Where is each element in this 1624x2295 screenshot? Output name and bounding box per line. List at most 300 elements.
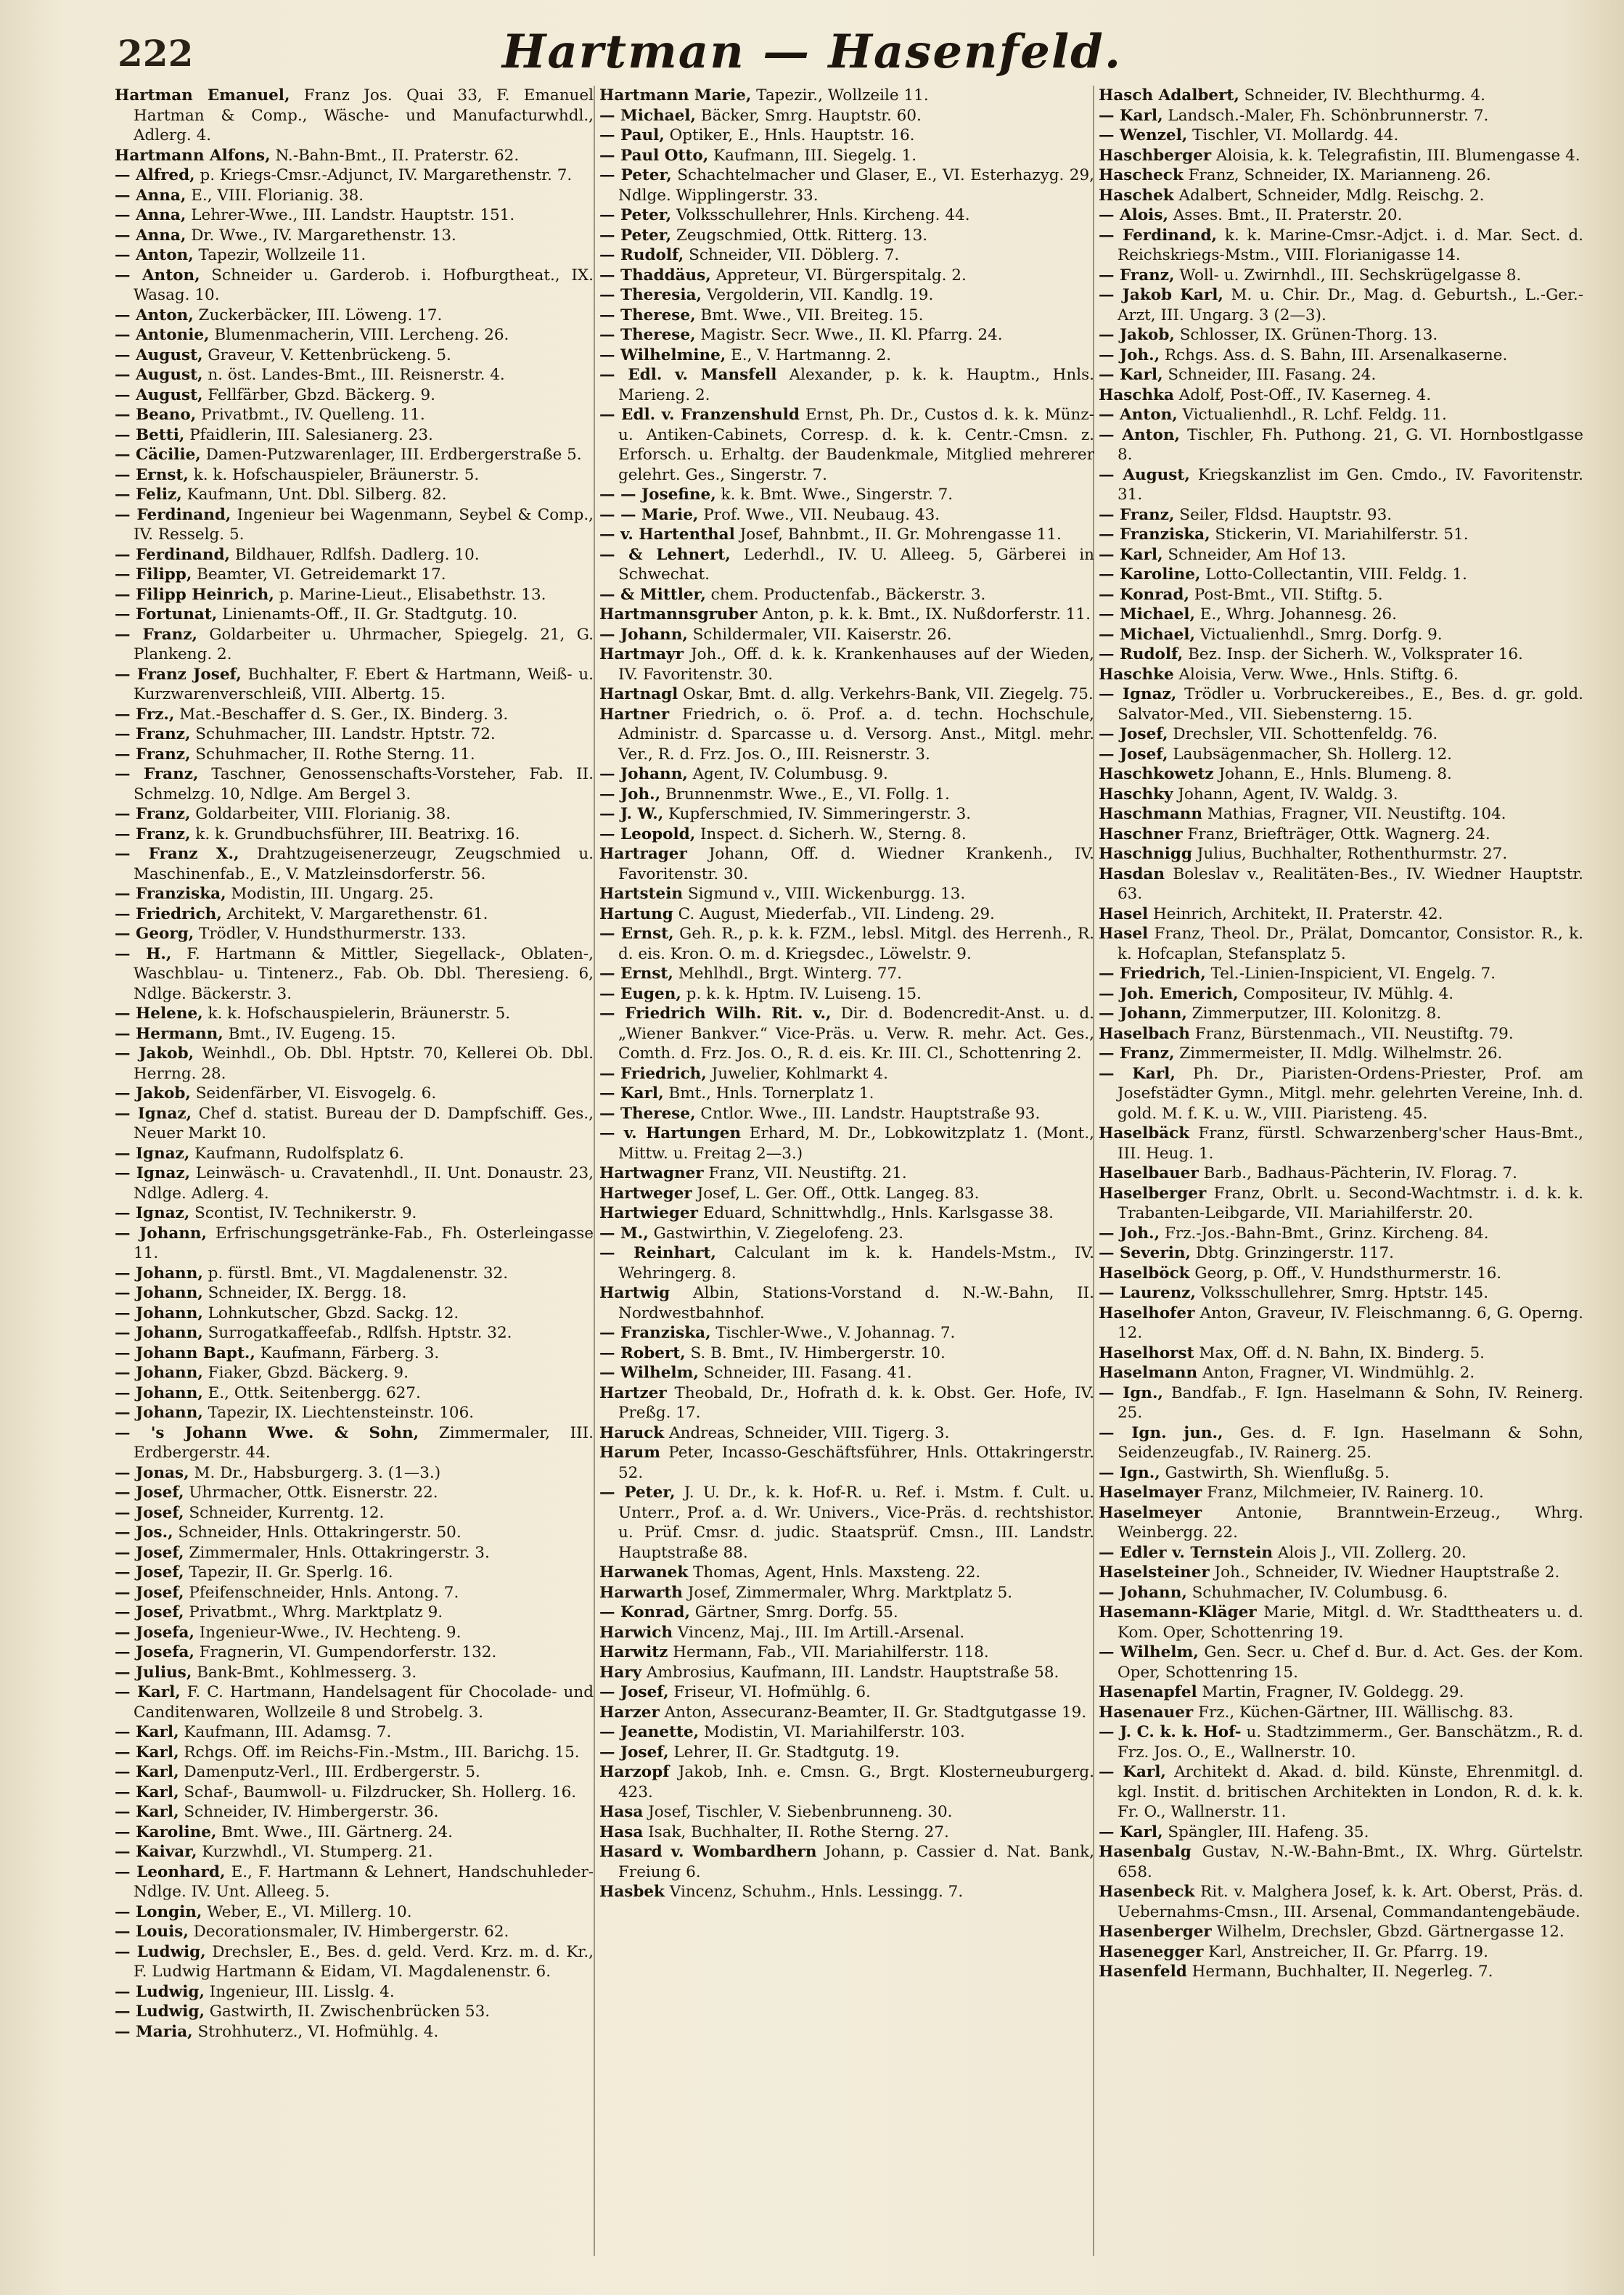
directory-entry bbox=[599, 106, 1094, 126]
entry-details: Tapezir., Wollzeile 11. bbox=[751, 86, 929, 105]
entry-name: — Maria, bbox=[115, 2022, 193, 2041]
directory-entry bbox=[115, 1802, 594, 1822]
entry-name: — Louis, bbox=[115, 1923, 189, 1941]
entry-name: — Ernst, bbox=[599, 965, 673, 983]
entry-details: Calculant im k. k. Handels-Mstm., IV. Wehringerg. 8. bbox=[618, 1244, 1094, 1282]
entry-details: Johann, p. Cassier d. Nat. Bank, Freiung 6. bbox=[618, 1843, 1094, 1881]
directory-entry bbox=[1099, 684, 1583, 724]
directory-entry bbox=[1099, 1463, 1583, 1484]
entry-name: Hasa bbox=[599, 1822, 644, 1841]
entry-name: — Ignaz, bbox=[1099, 685, 1177, 703]
directory-entry bbox=[599, 964, 1094, 984]
entry-name: — Ign. jun., bbox=[1099, 1423, 1223, 1442]
entry-details: Franz, Bürstenmach., VII. Neustiftg. 79. bbox=[1189, 1024, 1514, 1043]
entry-name: — Karl, bbox=[1099, 1763, 1166, 1781]
entry-name: — H., bbox=[115, 944, 172, 963]
entry-name: Haselbauer bbox=[1099, 1164, 1199, 1182]
entry-name: — Paul, bbox=[599, 126, 665, 144]
entry-name: — Ernst, bbox=[115, 465, 189, 484]
directory-entry bbox=[1099, 1243, 1583, 1264]
entry-details: Post-Bmt., VII. Stiftg. 5. bbox=[1189, 585, 1383, 604]
entry-name: — Therese, bbox=[599, 1104, 696, 1123]
entry-details: Joh., Schneider, IV. Wiedner Hauptstraße 2. bbox=[1209, 1563, 1560, 1582]
directory-entry bbox=[599, 924, 1094, 964]
entry-details: Drahtzugeisenerzeugr, Zeugschmied u. Maschinenfab., E., V. Matzleinsdorferstr. 56. bbox=[134, 845, 594, 883]
entry-details: Scontist, IV. Technikerstr. 9. bbox=[189, 1204, 417, 1222]
entry-name: — Johann, bbox=[1099, 1005, 1187, 1023]
entry-details: Buchhalter, F. Ebert & Hartmann, Weiß- u. Kurzwarenverschleiß, VIII. Albertg. 15. bbox=[134, 665, 594, 703]
entry-details: Brunnenmstr. Wwe., E., VI. Follg. 1. bbox=[660, 785, 950, 803]
entry-details: Privatbmt., Whrg. Marktplatz 9. bbox=[184, 1603, 443, 1621]
entry-details: Kaufmann, III. Adamsg. 7. bbox=[179, 1723, 392, 1741]
entry-details: Juwelier, Kohlmarkt 4. bbox=[706, 1064, 888, 1083]
entry-name: — Franz, bbox=[115, 745, 191, 764]
entry-details: Franz Jos. Quai 33, F. Emanuel Hartman & Comp., Wäsche- und Manufacturwhdl., Adlerg. 4. bbox=[134, 86, 594, 144]
directory-entry bbox=[115, 1323, 594, 1343]
directory-entry bbox=[599, 1383, 1094, 1423]
entry-details: Volksschullehrer, Smrg. Hptstr. 145. bbox=[1196, 1284, 1489, 1302]
directory-entry bbox=[599, 86, 1094, 106]
directory-entry bbox=[599, 485, 1094, 505]
entry-details: Friedrich, o. ö. Prof. a. d. techn. Hochschule, Administr. d. Sparcasse u. d. Versorg. Anst., Mitgl. mehr. Ver., R. d. Frz. Jos. O., III. Reisnerstr. 3. bbox=[618, 705, 1094, 764]
entry-name: — Franz, bbox=[115, 765, 199, 783]
entry-name: — Ignaz, bbox=[115, 1104, 192, 1123]
entry-name: — — Josefine, bbox=[599, 486, 716, 504]
directory-entry bbox=[1099, 1184, 1583, 1224]
entry-name: — Ferdinand, bbox=[115, 545, 230, 564]
directory-entry bbox=[1099, 625, 1583, 645]
entry-details: Modistin, VI. Mariahilferstr. 103. bbox=[699, 1723, 965, 1741]
entry-details: E., Whrg. Johannesg. 26. bbox=[1194, 605, 1397, 623]
entry-name: — Josef, bbox=[115, 1484, 184, 1502]
entry-name: — Wilhelmine, bbox=[599, 345, 726, 364]
directory-entry bbox=[115, 804, 594, 825]
entry-name: — Filipp Heinrich, bbox=[115, 585, 274, 604]
entry-name: — Ign., bbox=[1099, 1383, 1163, 1402]
entry-details: Franz, Briefträger, Ottk. Wagnerg. 24. bbox=[1182, 825, 1490, 843]
entry-details: Drechsler, VII. Schottenfeldg. 76. bbox=[1168, 725, 1438, 743]
entry-details: Lohnkutscher, Gbzd. Sackg. 12. bbox=[202, 1304, 459, 1322]
entry-name: — Ign., bbox=[1099, 1463, 1160, 1482]
directory-entry bbox=[599, 825, 1094, 845]
directory-entry bbox=[115, 1743, 594, 1763]
entry-details: E., Ottk. Seitenbergg. 627. bbox=[202, 1383, 421, 1402]
directory-entry bbox=[1099, 425, 1583, 465]
entry-details: E., VIII. Florianig. 38. bbox=[186, 186, 364, 205]
directory-entry bbox=[1099, 345, 1583, 366]
entry-details: Anton, Graveur, IV. Fleischmanng. 6, G. Operng. 12. bbox=[1117, 1304, 1583, 1342]
directory-entry bbox=[1099, 1922, 1583, 1942]
directory-entry bbox=[599, 1623, 1094, 1643]
directory-entry bbox=[115, 1583, 594, 1603]
directory-entry bbox=[1099, 1343, 1583, 1364]
entry-details: Bäcker, Smrg. Hauptstr. 60. bbox=[695, 106, 922, 125]
directory-entry bbox=[1099, 325, 1583, 345]
entry-name: — Eugen, bbox=[599, 984, 681, 1003]
entry-name: — Edler v. Ternstein bbox=[1099, 1543, 1274, 1562]
directory-entry bbox=[1099, 1503, 1583, 1543]
directory-entry bbox=[599, 405, 1094, 485]
entry-name: — Franz, bbox=[1099, 505, 1175, 524]
directory-entry bbox=[115, 1722, 594, 1743]
directory-entry bbox=[1099, 924, 1583, 964]
directory-entry bbox=[115, 1902, 594, 1923]
entry-details: Bez. Insp. der Sicherh. W., Volksprater 16. bbox=[1183, 645, 1523, 663]
entry-details: Peter, Incasso-Geschäftsführer, Hnls. Ottakringerstr. 52. bbox=[618, 1444, 1094, 1482]
entry-details: Alexander, p. k. k. Hauptm., Hnls. Marieng. 2. bbox=[618, 366, 1094, 404]
directory-entry bbox=[115, 1682, 594, 1722]
entry-details: Schneider, Am Hof 13. bbox=[1162, 545, 1346, 564]
directory-entry bbox=[1099, 186, 1583, 206]
entry-details: Isak, Buchhalter, II. Rothe Sterng. 27. bbox=[643, 1822, 949, 1841]
entry-details: Dr. Wwe., IV. Margarethenstr. 13. bbox=[186, 226, 456, 245]
entry-details: Adolf, Post-Off., IV. Kaserneg. 4. bbox=[1173, 385, 1432, 404]
entry-details: Schneider, IV. Himbergerstr. 36. bbox=[179, 1803, 439, 1821]
directory-entry bbox=[115, 1264, 594, 1284]
entry-name: — Betti, bbox=[115, 425, 185, 444]
directory-entry bbox=[115, 1523, 594, 1543]
entry-name: — Jos., bbox=[115, 1523, 173, 1542]
entry-name: Haschky bbox=[1099, 785, 1173, 803]
entry-details: Marie, Mitgl. d. Wr. Stadttheaters u. d. Kom. Oper, Schottenring 19. bbox=[1117, 1603, 1583, 1642]
directory-entry bbox=[1099, 585, 1583, 605]
directory-entry bbox=[115, 385, 594, 406]
entry-details: Vincenz, Maj., III. Im Artill.-Arsenal. bbox=[672, 1623, 965, 1642]
entry-name: Haschmann bbox=[1099, 805, 1203, 823]
directory-entry bbox=[1099, 266, 1583, 286]
entry-details: Martin, Fragner, IV. Goldegg. 29. bbox=[1197, 1683, 1464, 1701]
directory-entry bbox=[1099, 844, 1583, 864]
entry-name: — Josef, bbox=[115, 1543, 184, 1562]
entry-details: Albin, Stations-Vorstand d. N.-W.-Bahn, II. Nordwestbahnhof. bbox=[618, 1284, 1094, 1322]
entry-name: — Karl, bbox=[115, 1723, 179, 1741]
entry-details: Tel.-Linien-Inspicient, VI. Engelg. 7. bbox=[1205, 965, 1496, 983]
entry-details: Decorationsmaler, IV. Himbergerstr. 62. bbox=[188, 1923, 509, 1941]
entry-name: — Karl, bbox=[1099, 1822, 1163, 1841]
directory-entry bbox=[115, 884, 594, 904]
entry-name: Hasenbalg bbox=[1099, 1843, 1192, 1861]
entry-details: Schneider, Hnls. Ottakringerstr. 50. bbox=[173, 1523, 462, 1542]
entry-name: Harwitz bbox=[599, 1643, 668, 1661]
entry-name: Hasch Adalbert, bbox=[1099, 86, 1239, 105]
directory-entry bbox=[599, 245, 1094, 266]
page-number: 222 bbox=[118, 32, 194, 75]
entry-details: Schildermaler, VII. Kaiserstr. 26. bbox=[687, 625, 952, 644]
entry-details: Stickerin, VI. Mariahilferstr. 51. bbox=[1210, 525, 1469, 544]
directory-entry bbox=[599, 605, 1094, 625]
entry-name: — Josef, bbox=[1099, 725, 1168, 743]
directory-entry bbox=[115, 1104, 594, 1144]
directory-entry bbox=[599, 1203, 1094, 1224]
directory-entry bbox=[115, 825, 594, 845]
entry-details: Adalbert, Schneider, Mdlg. Reischg. 2. bbox=[1173, 186, 1485, 205]
directory-entry bbox=[599, 1642, 1094, 1663]
entry-name: — Julius, bbox=[115, 1663, 192, 1682]
directory-entry bbox=[115, 146, 594, 166]
entry-name: Harwarth bbox=[599, 1583, 683, 1602]
entry-details: Weinhdl., Ob. Dbl. Hptstr. 70, Kellerei Ob. Dbl. Herrng. 28. bbox=[134, 1044, 594, 1083]
entry-details: E., F. Hartmann & Lehnert, Handschuhleder-Ndlge. IV. Unt. Alleeg. 5. bbox=[134, 1862, 594, 1901]
entry-name: — Hermann, bbox=[115, 1024, 223, 1043]
entry-details: Gustav, N.-W.-Bahn-Bmt., IX. Whrg. Gürtelstr. 658. bbox=[1117, 1843, 1583, 1881]
entry-name: — Jakob, bbox=[115, 1084, 191, 1102]
entry-name: — & Lehnert, bbox=[599, 545, 731, 564]
entry-name: — Johann Bapt., bbox=[115, 1343, 255, 1362]
entry-name: — Feliz, bbox=[115, 486, 182, 504]
entry-details: Gastwirth, II. Zwischenbrücken 53. bbox=[204, 2002, 491, 2021]
entry-name: — Friedrich, bbox=[1099, 965, 1206, 983]
entry-name: Hasenbeck bbox=[1099, 1883, 1195, 1901]
directory-entry bbox=[115, 306, 594, 326]
entry-details: Franz, Schneider, IX. Marianneng. 26. bbox=[1183, 166, 1491, 184]
entry-name: — Karl, bbox=[115, 1743, 179, 1762]
entry-name: — Friedrich, bbox=[599, 1064, 707, 1083]
page-header bbox=[0, 15, 1624, 84]
directory-entry bbox=[1099, 146, 1583, 166]
entry-details: Schneider, III. Fasang. 24. bbox=[1162, 366, 1377, 384]
column-rule bbox=[594, 86, 595, 2256]
directory-entry bbox=[115, 1343, 594, 1364]
directory-entry bbox=[1099, 106, 1583, 126]
entry-details: Frz., Küchen-Gärtner, III. Wällischg. 83. bbox=[1193, 1703, 1514, 1722]
entry-details: S. B. Bmt., IV. Himbergerstr. 10. bbox=[685, 1343, 946, 1362]
directory-entry bbox=[115, 1862, 594, 1902]
entry-name: Harwanek bbox=[599, 1563, 689, 1582]
entry-details: Pfaidlerin, III. Salesianerg. 23. bbox=[184, 425, 433, 444]
entry-details: M. u. Chir. Dr., Mag. d. Geburtsh., L.-Ger.-Arzt, III. Ungarg. 3 (2—3). bbox=[1117, 286, 1583, 324]
entry-details: Ingenieur bei Wagenmann, Seybel & Comp., IV. Resselg. 5. bbox=[134, 505, 594, 544]
directory-entry bbox=[599, 804, 1094, 825]
entry-name: Hartmann Alfons, bbox=[115, 146, 271, 165]
entry-name: Haruck bbox=[599, 1423, 665, 1442]
entry-details: Victualienhdl., Smrg. Dorfg. 9. bbox=[1194, 625, 1443, 644]
directory-entry bbox=[599, 904, 1094, 925]
entry-name: Haschnigg bbox=[1099, 845, 1192, 863]
entry-name: Hartzer bbox=[599, 1383, 667, 1402]
entry-details: u. Stadtzimmerm., Ger. Banschätzm., R. d. Frz. Jos. O., E., Wallnerstr. 10. bbox=[1117, 1723, 1583, 1762]
directory-entry bbox=[1099, 505, 1583, 525]
entry-details: Karl, Anstreicher, II. Gr. Pfarrg. 19. bbox=[1203, 1942, 1488, 1961]
directory-entry bbox=[1099, 605, 1583, 625]
directory-entry bbox=[115, 665, 594, 705]
entry-details: Johann, Off. d. Wiedner Krankenh., IV. Favoritenstr. 30. bbox=[618, 845, 1094, 883]
entry-name: — Jakob, bbox=[115, 1044, 194, 1063]
entry-details: Seiler, Fldsd. Hauptstr. 93. bbox=[1174, 505, 1393, 524]
entry-details: E., V. Hartmanng. 2. bbox=[726, 345, 892, 364]
entry-name: — — Marie, bbox=[599, 505, 699, 524]
entry-details: Ges. d. F. Ign. Haselmann & Sohn, Seidenzeugfab., IV. Rainerg. 25. bbox=[1117, 1423, 1583, 1462]
directory-entry bbox=[115, 266, 594, 306]
directory-entry bbox=[1099, 405, 1583, 425]
entry-name: Haschner bbox=[1099, 825, 1183, 843]
directory-entry bbox=[599, 645, 1094, 684]
directory-entry bbox=[599, 1842, 1094, 1882]
entry-details: J. U. Dr., k. k. Hof-R. u. Ref. i. Mstm. f. Cult. u. Unterr., Prof. a. d. Wr. Univers., Vice-Präs. d. rechtshistor. u. Prüf. Cmsr. d. judic. Staatsprüf. Cmsn., III. Landstr. Hauptstraße 88. bbox=[618, 1484, 1094, 1562]
directory-entry bbox=[115, 1783, 594, 1803]
entry-name: — Rudolf, bbox=[599, 246, 684, 264]
entry-details: Dir. d. Bodencredit-Anst. u. d. „Wiener Bankver.“ Vice-Präs. u. Verw. R. mehr. Act. Ges., Comth. d. Frz. Jos. O., R. d. eis. Kr. III. Cl., Schottenring 2. bbox=[618, 1005, 1094, 1063]
entry-details: Hermann, Fab., VII. Mariahilferstr. 118. bbox=[668, 1643, 989, 1661]
directory-entry bbox=[599, 126, 1094, 146]
directory-entry bbox=[115, 1283, 594, 1304]
directory-entry bbox=[115, 1304, 594, 1324]
entry-details: Zeugschmied, Ottk. Ritterg. 13. bbox=[671, 226, 928, 245]
entry-name: — Karoline, bbox=[1099, 565, 1201, 584]
entry-name: Hartweger bbox=[599, 1184, 692, 1203]
directory-entry bbox=[115, 505, 594, 545]
entry-name: Harum bbox=[599, 1444, 660, 1462]
directory-entry bbox=[115, 2002, 594, 2022]
entry-name: — Josefa, bbox=[115, 1623, 194, 1642]
directory-entry bbox=[115, 1224, 594, 1264]
entry-name: — Edl. v. Mansfell bbox=[599, 366, 777, 384]
entry-name: Haselberger bbox=[1099, 1184, 1207, 1203]
entry-details: Josef, Bahnbmt., II. Gr. Mohrengasse 11. bbox=[734, 525, 1062, 544]
entry-details: Aloisia, k. k. Telegrafistin, III. Blumengasse 4. bbox=[1211, 146, 1580, 165]
entry-details: k. k. Bmt. Wwe., Singerstr. 7. bbox=[715, 486, 954, 504]
directory-entry bbox=[1099, 1064, 1583, 1124]
entry-name: Hasdan bbox=[1099, 864, 1165, 883]
entry-name: — Konrad, bbox=[1099, 585, 1189, 604]
entry-details: Friseur, VI. Hofmühlg. 6. bbox=[668, 1683, 871, 1701]
entry-name: — Johann, bbox=[115, 1284, 203, 1302]
directory-entry bbox=[1099, 1962, 1583, 1982]
entry-details: Asses. Bmt., II. Praterstr. 20. bbox=[1168, 206, 1403, 224]
entry-details: Strohhuterz., VI. Hofmühlg. 4. bbox=[192, 2022, 439, 2041]
entry-details: Bmt., Hnls. Tornerplatz 1. bbox=[663, 1084, 874, 1102]
directory-entry bbox=[1099, 864, 1583, 904]
directory-entry bbox=[599, 1762, 1094, 1802]
entry-name: Harzer bbox=[599, 1703, 660, 1722]
directory-entry bbox=[1099, 764, 1583, 785]
entry-name: — Friedrich, bbox=[115, 904, 222, 923]
entry-details: Ingenieur-Wwe., IV. Hechteng. 9. bbox=[194, 1623, 462, 1642]
entry-name: — August, bbox=[115, 345, 203, 364]
entry-name: — Georg, bbox=[115, 925, 194, 943]
entry-details: Heinrich, Architekt, II. Praterstr. 42. bbox=[1148, 904, 1443, 923]
entry-details: C. August, Miederfab., VII. Lindeng. 29. bbox=[673, 904, 995, 923]
entry-details: Compositeur, IV. Mühlg. 4. bbox=[1238, 984, 1454, 1003]
entry-name: — Ludwig, bbox=[115, 1982, 205, 2001]
entry-name: Haselhofer bbox=[1099, 1304, 1195, 1322]
entry-details: Franz, Milchmeier, IV. Rainerg. 10. bbox=[1202, 1484, 1484, 1502]
entry-name: Haselmann bbox=[1099, 1364, 1198, 1382]
entry-name: — Johann, bbox=[1099, 1583, 1187, 1602]
entry-name: — Johann, bbox=[599, 765, 688, 783]
entry-name: — Johann, bbox=[599, 625, 688, 644]
entry-details: p. fürstl. Bmt., VI. Magdalenenstr. 32. bbox=[202, 1264, 509, 1282]
entry-name: — Franz, bbox=[115, 805, 191, 823]
entry-name: Haselböck bbox=[1099, 1264, 1190, 1282]
entry-name: — Joh., bbox=[1099, 1224, 1160, 1243]
directory-entry bbox=[115, 1842, 594, 1862]
entry-details: Zimmermaler, III. Erdbergerstr. 44. bbox=[134, 1423, 594, 1462]
directory-entry bbox=[599, 1064, 1094, 1084]
entry-details: Leinwäsch- u. Cravatenhdl., II. Unt. Donaustr. 23, Ndlge. Adlerg. 4. bbox=[134, 1164, 594, 1203]
entry-name: — Anna, bbox=[115, 206, 186, 224]
entry-details: Bmt. Wwe., III. Gärtnerg. 24. bbox=[216, 1822, 453, 1841]
entry-name: — Josef, bbox=[599, 1743, 669, 1762]
entry-details: k. k. Hofschauspieler, Bräunerstr. 5. bbox=[188, 465, 480, 484]
directory-entry bbox=[115, 345, 594, 366]
directory-entry bbox=[599, 1663, 1094, 1683]
entry-details: Bandfab., F. Ign. Haselmann & Sohn, IV. Reinerg. 25. bbox=[1117, 1383, 1583, 1422]
directory-entry bbox=[115, 924, 594, 944]
directory-entry bbox=[1099, 1024, 1583, 1044]
entry-name: — v. Hartungen bbox=[599, 1124, 742, 1142]
entry-name: — Michael, bbox=[1099, 605, 1195, 623]
entry-details: Modistin, III. Ungarg. 25. bbox=[226, 885, 434, 903]
entry-name: Haschke bbox=[1099, 665, 1174, 684]
entry-details: Taschner, Genossenschafts-Vorsteher, Fab. II. Schmelzg. 10, Ndlge. Am Bergel 3. bbox=[134, 765, 594, 803]
entry-name: Haselmeyer bbox=[1099, 1503, 1202, 1522]
entry-name: Hartmann Marie, bbox=[599, 86, 752, 105]
entry-details: Drechsler, E., Bes. d. geld. Verd. Krz. m. d. Kr., F. Ludwig Hartmann & Eidam, VI. Magdalenenstr. 6. bbox=[134, 1942, 594, 1981]
directory-entry bbox=[115, 1463, 594, 1484]
directory-entry bbox=[115, 944, 594, 1005]
directory-entry bbox=[1099, 1304, 1583, 1343]
directory-entry bbox=[1099, 745, 1583, 765]
entry-details: Surrogatkaffeefab., Rdlfsh. Hptstr. 32. bbox=[202, 1324, 512, 1342]
entry-details: Tapezir, II. Gr. Sperlg. 16. bbox=[184, 1563, 393, 1582]
entry-details: Franz, fürstl. Schwarzenberg'scher Haus-Bmt., III. Heug. 1. bbox=[1117, 1124, 1583, 1163]
directory-entry bbox=[1099, 1483, 1583, 1503]
entry-name: — Ernst, bbox=[599, 925, 674, 943]
directory-entry bbox=[115, 2022, 594, 2042]
entry-details: Thomas, Agent, Hnls. Maxsteng. 22. bbox=[688, 1563, 981, 1582]
directory-entry bbox=[1099, 385, 1583, 406]
entry-details: Vergolderin, VII. Kandlg. 19. bbox=[702, 286, 934, 304]
entry-name: — Ferdinand, bbox=[115, 505, 231, 524]
directory-entry bbox=[599, 1603, 1094, 1623]
entry-details: Gastwirthin, V. Ziegelofeng. 23. bbox=[648, 1224, 904, 1243]
entry-name: Hasa bbox=[599, 1803, 644, 1821]
entry-name: — v. Hartenthal bbox=[599, 525, 735, 544]
directory-entry bbox=[1099, 1642, 1583, 1682]
entry-name: — Alois, bbox=[1099, 206, 1168, 224]
directory-entry bbox=[115, 1024, 594, 1044]
entry-details: Kaufmann, Unt. Dbl. Silberg. 82. bbox=[181, 486, 447, 504]
directory-entry bbox=[1099, 285, 1583, 325]
entry-details: Antonie, Branntwein-Erzeug., Whrg. Weinbergg. 22. bbox=[1117, 1503, 1583, 1542]
entry-name: — Friedrich Wilh. Rit. v., bbox=[599, 1005, 832, 1023]
entry-name: — Karl, bbox=[1099, 106, 1163, 125]
directory-entry bbox=[115, 186, 594, 206]
entry-name: — Karl, bbox=[115, 1683, 181, 1701]
entry-details: Schuhmacher, III. Landstr. Hptstr. 72. bbox=[190, 725, 496, 743]
directory-entry bbox=[599, 226, 1094, 246]
directory-entry bbox=[599, 1124, 1094, 1163]
entry-name: — Jeanette, bbox=[599, 1723, 700, 1741]
directory-entry bbox=[1099, 1383, 1583, 1423]
entry-details: Lehrer, II. Gr. Stadtgutg. 19. bbox=[668, 1743, 900, 1762]
entry-details: Franz, Obrlt. u. Second-Wachtmstr. i. d. k. k. Trabanten-Leibgarde, VII. Mariahilferstr. 20. bbox=[1117, 1184, 1583, 1222]
entry-name: — Severin, bbox=[1099, 1244, 1191, 1262]
entry-name: Haselbach bbox=[1099, 1024, 1190, 1043]
entry-name: — J. C. k. k. Hof- bbox=[1099, 1723, 1242, 1741]
entry-details: Barb., Badhaus-Pächterin, IV. Florag. 7. bbox=[1198, 1164, 1517, 1182]
entry-details: Seidenfärber, VI. Eisvogelg. 6. bbox=[190, 1084, 437, 1102]
directory-entry bbox=[599, 1483, 1094, 1563]
entry-details: Damenputz-Verl., III. Erdbergerstr. 5. bbox=[179, 1763, 480, 1781]
entry-details: Sigmund v., VIII. Wickenburgg. 13. bbox=[683, 885, 966, 903]
directory-entry bbox=[1099, 165, 1583, 186]
entry-name: Hasenberger bbox=[1099, 1923, 1212, 1941]
entry-name: — Jakob, bbox=[1099, 326, 1175, 344]
directory-entry bbox=[1099, 1842, 1583, 1882]
entry-name: — Ludwig, bbox=[115, 1942, 206, 1961]
entry-name: — Theresia, bbox=[599, 286, 702, 304]
